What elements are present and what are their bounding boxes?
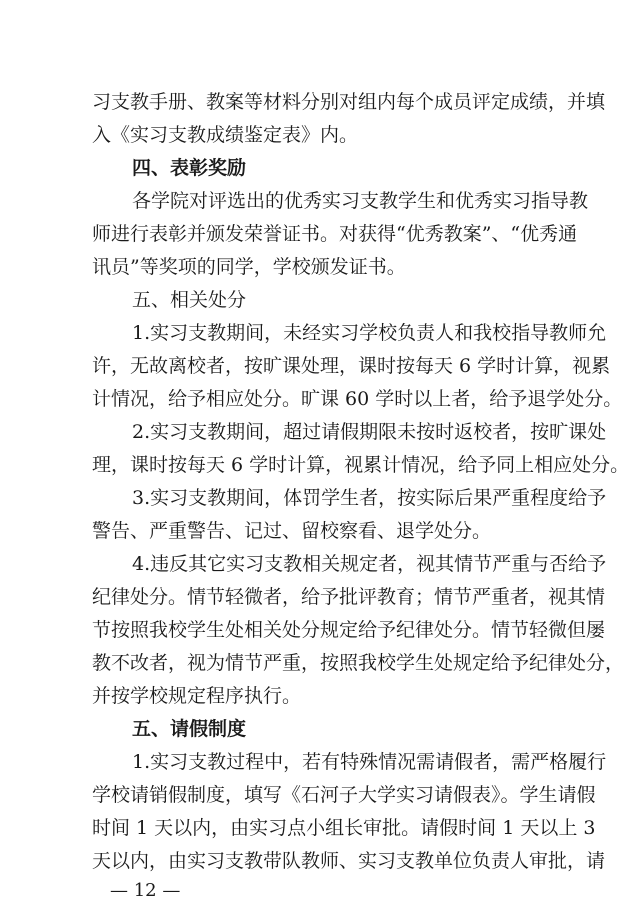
text-line: 讯员”等奖项的同学，学校颁发证书。 [92,256,406,278]
text-line: 计情况，给予相应处分。旷课 60 学时以上者，给予退学处分。 [92,388,623,410]
text-line: 教不改者，视为情节严重，按照我校学生处规定给予纪律处分， [92,652,625,674]
page-number: — 12 — [110,880,181,901]
text-line: 1.实习支教过程中，若有特殊情况需请假者，需严格履行 [132,751,607,773]
text-line: 理，课时按每天 6 学时计算，视累计情况，给予同上相应处分。 [92,454,630,476]
text-line: 时间 1 天以内，由实习点小组长审批。请假时间 1 天以上 3 [92,817,596,839]
text-line: 入《实习支教成绩鉴定表》内。 [92,124,359,146]
text-line: 2.实习支教期间，超过请假期限未按时返校者，按旷课处 [132,421,607,443]
section-heading-leave: 五、请假制度 [132,718,247,740]
text-line: 天以内，由实习支教带队教师、实习支教单位负责人审批，请 [92,850,606,872]
text-line: 节按照我校学生处相关处分规定给予纪律处分。情节轻微但屡 [92,619,606,641]
text-line: 并按学校规定程序执行。 [92,685,302,707]
text-line: 1.实习支教期间，未经实习学校负责人和我校指导教师允 [132,322,607,344]
section-heading-penalties: 五、相关处分 [132,289,247,311]
text-line: 习支教手册、教案等材料分别对组内每个成员评定成绩，并填 [92,91,606,113]
section-heading-commendation: 四、表彰奖励 [132,157,247,179]
text-line: 师进行表彰并颁发荣誉证书。对获得“优秀教案”、“优秀通 [92,223,578,245]
text-line: 学校请销假制度，填写《石河子大学实习请假表》。学生请假 [92,784,596,806]
text-line: 纪律处分。情节轻微者，给予批评教育；情节严重者，视其情 [92,586,606,608]
text-line: 3.实习支教期间，体罚学生者，按实际后果严重程度给予 [132,487,607,509]
text-line: 各学院对评选出的优秀实习支教学生和优秀实习指导教 [132,190,589,212]
text-line: 许，无故离校者，按旷课处理，课时按每天 6 学时计算，视累 [92,355,611,377]
text-line: 4.违反其它实习支教相关规定者，视其情节严重与否给予 [132,553,607,575]
text-line: 警告、严重警告、记过、留校察看、退学处分。 [92,520,492,542]
